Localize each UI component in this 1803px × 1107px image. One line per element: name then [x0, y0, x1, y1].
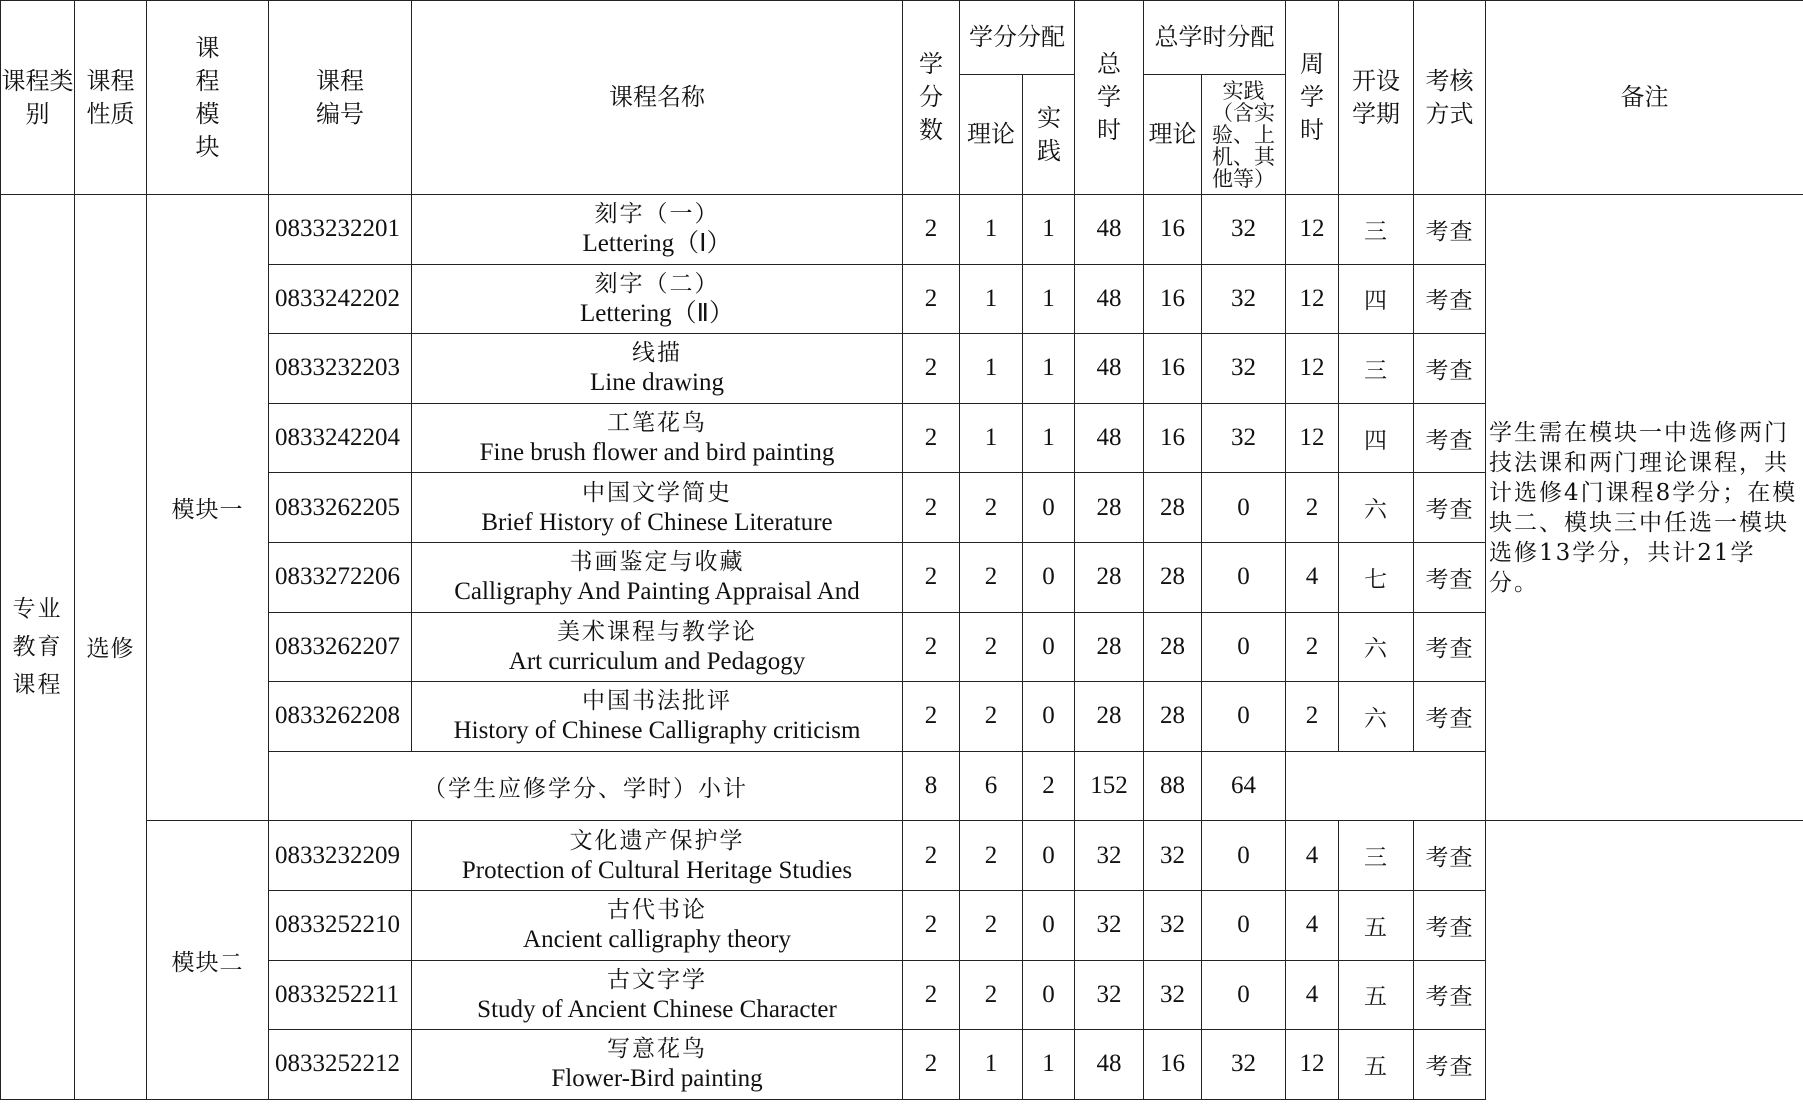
course-name-zh: 书画鉴定与收藏 — [569, 549, 745, 576]
header-credit-theory: 理论 — [960, 75, 1023, 195]
course-name-zh: 美术课程与教学论 — [557, 618, 757, 645]
header-row-1 — [1, 1, 1803, 75]
assessment-cell: 考查 — [1414, 1030, 1486, 1100]
course-name-zh: 刻字（一） — [594, 201, 720, 228]
course-name-cell — [412, 334, 903, 404]
module-label-cell: 模块一 — [147, 195, 269, 821]
semester-cell: 七 — [1339, 542, 1414, 612]
cell-hp: 32 — [1202, 264, 1286, 334]
cell-hp: 32 — [1202, 334, 1286, 404]
header-remarks: 备注 — [1486, 1, 1803, 195]
cell-ct: 1 — [960, 403, 1023, 473]
cell-ht: 28 — [1144, 682, 1202, 752]
cell-credits: 2 — [903, 403, 960, 473]
assessment-cell: 考查 — [1414, 682, 1486, 752]
cell-cp: 0 — [1023, 473, 1075, 543]
cell-total: 48 — [1075, 334, 1144, 404]
course-name-cell — [412, 264, 903, 334]
semester-cell: 六 — [1339, 612, 1414, 682]
course-name-cell — [412, 403, 903, 473]
cell-total: 32 — [1075, 890, 1144, 960]
cell-cp: 1 — [1023, 264, 1075, 334]
header-weekly-hours: 周学时 — [1286, 1, 1339, 195]
course-code-cell: 0833262205 — [269, 473, 412, 543]
assessment-cell: 考查 — [1414, 821, 1486, 891]
cell-ht: 32 — [1144, 960, 1202, 1030]
course-name-en: Lettering（Ⅰ） — [582, 230, 732, 258]
cell-ht: 28 — [1144, 612, 1202, 682]
cell-total: 32 — [1075, 821, 1144, 891]
course-name-zh: 中国书法批评 — [582, 688, 732, 715]
cell-cp: 0 — [1023, 960, 1075, 1030]
cell-cp: 0 — [1023, 682, 1075, 752]
cell-credits: 2 — [903, 334, 960, 404]
semester-cell: 五 — [1339, 1030, 1414, 1100]
header-assessment: 考核方式 — [1414, 1, 1486, 195]
course-name-zh: 工笔花鸟 — [607, 410, 707, 437]
assessment-cell: 考查 — [1414, 264, 1486, 334]
cell-credits: 2 — [903, 1030, 960, 1100]
course-code-cell: 0833252210 — [269, 890, 412, 960]
assessment-cell: 考查 — [1414, 334, 1486, 404]
cell-cp: 1 — [1023, 334, 1075, 404]
module-label-cell: 模块二 — [147, 821, 269, 1099]
header-semester: 开设学期 — [1339, 1, 1414, 195]
subtotal-ct: 6 — [960, 751, 1023, 821]
course-name-zh: 文化遗产保护学 — [569, 827, 745, 854]
cell-weekly: 4 — [1286, 821, 1339, 891]
course-code-cell: 0833272206 — [269, 542, 412, 612]
cell-weekly: 4 — [1286, 542, 1339, 612]
cell-credits: 2 — [903, 821, 960, 891]
course-name-en: Lettering（Ⅱ） — [580, 299, 734, 327]
course-code-cell: 0833242204 — [269, 403, 412, 473]
cell-cp: 0 — [1023, 821, 1075, 891]
semester-cell: 五 — [1339, 890, 1414, 960]
semester-cell: 三 — [1339, 334, 1414, 404]
subtotal-empty-cell — [1286, 751, 1486, 821]
cell-credits: 2 — [903, 264, 960, 334]
cell-ct: 1 — [960, 334, 1023, 404]
cell-weekly: 4 — [1286, 890, 1339, 960]
cell-cp: 1 — [1023, 1030, 1075, 1100]
cell-weekly: 12 — [1286, 264, 1339, 334]
header-nature: 课程性质 — [75, 1, 147, 195]
cell-credits: 2 — [903, 542, 960, 612]
course-name-cell — [412, 542, 903, 612]
course-name-zh: 中国文学简史 — [582, 479, 732, 506]
cell-ht: 32 — [1144, 890, 1202, 960]
cell-weekly: 2 — [1286, 473, 1339, 543]
course-name-cell — [412, 821, 903, 891]
course-code-cell: 0833232209 — [269, 821, 412, 891]
course-name-cell — [412, 612, 903, 682]
course-name-en: Flower-Bird painting — [551, 1065, 763, 1093]
course-code-cell: 0833232203 — [269, 334, 412, 404]
header-hours-practice: 实践（含实验、上机、其他等） — [1202, 75, 1286, 195]
course-name-cell — [412, 960, 903, 1030]
cell-credits: 2 — [903, 612, 960, 682]
cell-weekly: 12 — [1286, 195, 1339, 265]
cell-hp: 0 — [1202, 960, 1286, 1030]
semester-cell: 六 — [1339, 682, 1414, 752]
subtotal-label: （学生应修学分、学时）小计 — [269, 751, 903, 821]
course-code-cell: 0833232201 — [269, 195, 412, 265]
cell-cp: 1 — [1023, 195, 1075, 265]
cell-weekly: 12 — [1286, 334, 1339, 404]
cell-ct: 2 — [960, 682, 1023, 752]
course-name-en: Brief History of Chinese Literature — [481, 508, 833, 536]
table-body — [1, 1, 1803, 1100]
header-module: 课程模块 — [147, 1, 269, 195]
cell-total: 28 — [1075, 473, 1144, 543]
course-name-zh: 线描 — [632, 340, 682, 367]
course-name-zh: 写意花鸟 — [607, 1036, 707, 1063]
course-name-cell — [412, 682, 903, 752]
course-name-en: Line drawing — [590, 369, 724, 397]
cell-total: 32 — [1075, 960, 1144, 1030]
cell-ht: 16 — [1144, 1030, 1202, 1100]
course-code-cell: 0833252212 — [269, 1030, 412, 1100]
header-hours-theory: 理论 — [1144, 75, 1202, 195]
cell-hp: 32 — [1202, 403, 1286, 473]
cell-total: 28 — [1075, 542, 1144, 612]
course-category-cell: 专业教育课程 — [1, 195, 75, 1100]
header-total-hours: 总学时 — [1075, 1, 1144, 195]
cell-credits: 2 — [903, 473, 960, 543]
cell-credits: 2 — [903, 195, 960, 265]
assessment-cell: 考查 — [1414, 195, 1486, 265]
cell-hp: 32 — [1202, 1030, 1286, 1100]
course-name-en: History of Chinese Calligraphy criticism — [453, 717, 861, 745]
semester-cell: 六 — [1339, 473, 1414, 543]
course-name-cell — [412, 195, 903, 265]
subtotal-cp: 2 — [1023, 751, 1075, 821]
cell-ct: 2 — [960, 890, 1023, 960]
assessment-cell: 考查 — [1414, 612, 1486, 682]
course-name-cell — [412, 473, 903, 543]
assessment-cell: 考查 — [1414, 403, 1486, 473]
header-credits: 学分数 — [903, 1, 960, 195]
subtotal-total: 152 — [1075, 751, 1144, 821]
subtotal-credits: 8 — [903, 751, 960, 821]
semester-cell: 三 — [1339, 821, 1414, 891]
course-code-cell: 0833242202 — [269, 264, 412, 334]
semester-cell: 五 — [1339, 960, 1414, 1030]
cell-hp: 32 — [1202, 195, 1286, 265]
cell-credits: 2 — [903, 682, 960, 752]
remarks-cell: 学生需在模块一中选修两门技法课和两门理论课程，共计选修4门课程8学分；在模块二、模块三中任选一模块选修13学分，共计21学分。 — [1486, 195, 1803, 821]
header-name: 课程名称 — [412, 1, 903, 195]
table-row — [1, 821, 1803, 891]
cell-weekly: 2 — [1286, 612, 1339, 682]
cell-hp: 0 — [1202, 890, 1286, 960]
cell-ht: 16 — [1144, 264, 1202, 334]
cell-hp: 0 — [1202, 473, 1286, 543]
cell-weekly: 12 — [1286, 403, 1339, 473]
cell-weekly: 2 — [1286, 682, 1339, 752]
cell-ht: 16 — [1144, 334, 1202, 404]
cell-total: 48 — [1075, 264, 1144, 334]
course-name-zh: 刻字（二） — [594, 270, 720, 297]
cell-credits: 2 — [903, 890, 960, 960]
course-nature-cell: 选修 — [75, 195, 147, 1100]
subtotal-hp: 64 — [1202, 751, 1286, 821]
header-category: 课程类别 — [1, 1, 75, 195]
cell-cp: 1 — [1023, 403, 1075, 473]
header-credit-split: 学分分配 — [960, 1, 1075, 75]
course-name-zh: 古代书论 — [607, 897, 707, 924]
cell-total: 48 — [1075, 1030, 1144, 1100]
header-hours-split: 总学时分配 — [1144, 1, 1286, 75]
cell-ht: 28 — [1144, 473, 1202, 543]
cell-ct: 2 — [960, 821, 1023, 891]
cell-ht: 16 — [1144, 195, 1202, 265]
assessment-cell: 考查 — [1414, 890, 1486, 960]
cell-total: 28 — [1075, 612, 1144, 682]
course-code-cell: 0833262208 — [269, 682, 412, 752]
cell-total: 28 — [1075, 682, 1144, 752]
cell-cp: 0 — [1023, 890, 1075, 960]
cell-ct: 1 — [960, 195, 1023, 265]
cell-weekly: 4 — [1286, 960, 1339, 1030]
cell-ct: 2 — [960, 612, 1023, 682]
cell-hp: 0 — [1202, 682, 1286, 752]
course-name-en: Art curriculum and Pedagogy — [508, 647, 806, 675]
cell-hp: 0 — [1202, 821, 1286, 891]
cell-total: 48 — [1075, 195, 1144, 265]
cell-ct: 2 — [960, 960, 1023, 1030]
cell-ct: 2 — [960, 542, 1023, 612]
cell-total: 48 — [1075, 403, 1144, 473]
course-code-cell: 0833262207 — [269, 612, 412, 682]
cell-hp: 0 — [1202, 612, 1286, 682]
cell-ht: 28 — [1144, 542, 1202, 612]
course-name-en: Calligraphy And Painting Appraisal And — [454, 578, 860, 606]
remarks-empty-cell — [1486, 821, 1803, 1099]
course-name-zh: 古文字学 — [607, 966, 707, 993]
course-name-en: Ancient calligraphy theory — [523, 926, 791, 954]
semester-cell: 三 — [1339, 195, 1414, 265]
assessment-cell: 考查 — [1414, 473, 1486, 543]
course-name-en: Study of Ancient Chinese Character — [477, 995, 837, 1023]
cell-weekly: 12 — [1286, 1030, 1339, 1100]
cell-ht: 32 — [1144, 821, 1202, 891]
cell-cp: 0 — [1023, 542, 1075, 612]
cell-ht: 16 — [1144, 403, 1202, 473]
cell-ct: 1 — [960, 264, 1023, 334]
assessment-cell: 考查 — [1414, 542, 1486, 612]
cell-ct: 2 — [960, 473, 1023, 543]
course-name-en: Fine brush flower and bird painting — [479, 439, 835, 467]
table-row — [1, 195, 1803, 265]
cell-ct: 1 — [960, 1030, 1023, 1100]
cell-cp: 0 — [1023, 612, 1075, 682]
semester-cell: 四 — [1339, 264, 1414, 334]
header-code: 课程编号 — [269, 1, 412, 195]
header-credit-practice: 实践 — [1023, 75, 1075, 195]
course-name-en: Protection of Cultural Heritage Studies — [461, 856, 853, 884]
subtotal-ht: 88 — [1144, 751, 1202, 821]
course-name-cell — [412, 1030, 903, 1100]
semester-cell: 四 — [1339, 403, 1414, 473]
course-name-cell — [412, 890, 903, 960]
cell-hp: 0 — [1202, 542, 1286, 612]
course-code-cell: 0833252211 — [269, 960, 412, 1030]
assessment-cell: 考查 — [1414, 960, 1486, 1030]
cell-credits: 2 — [903, 960, 960, 1030]
